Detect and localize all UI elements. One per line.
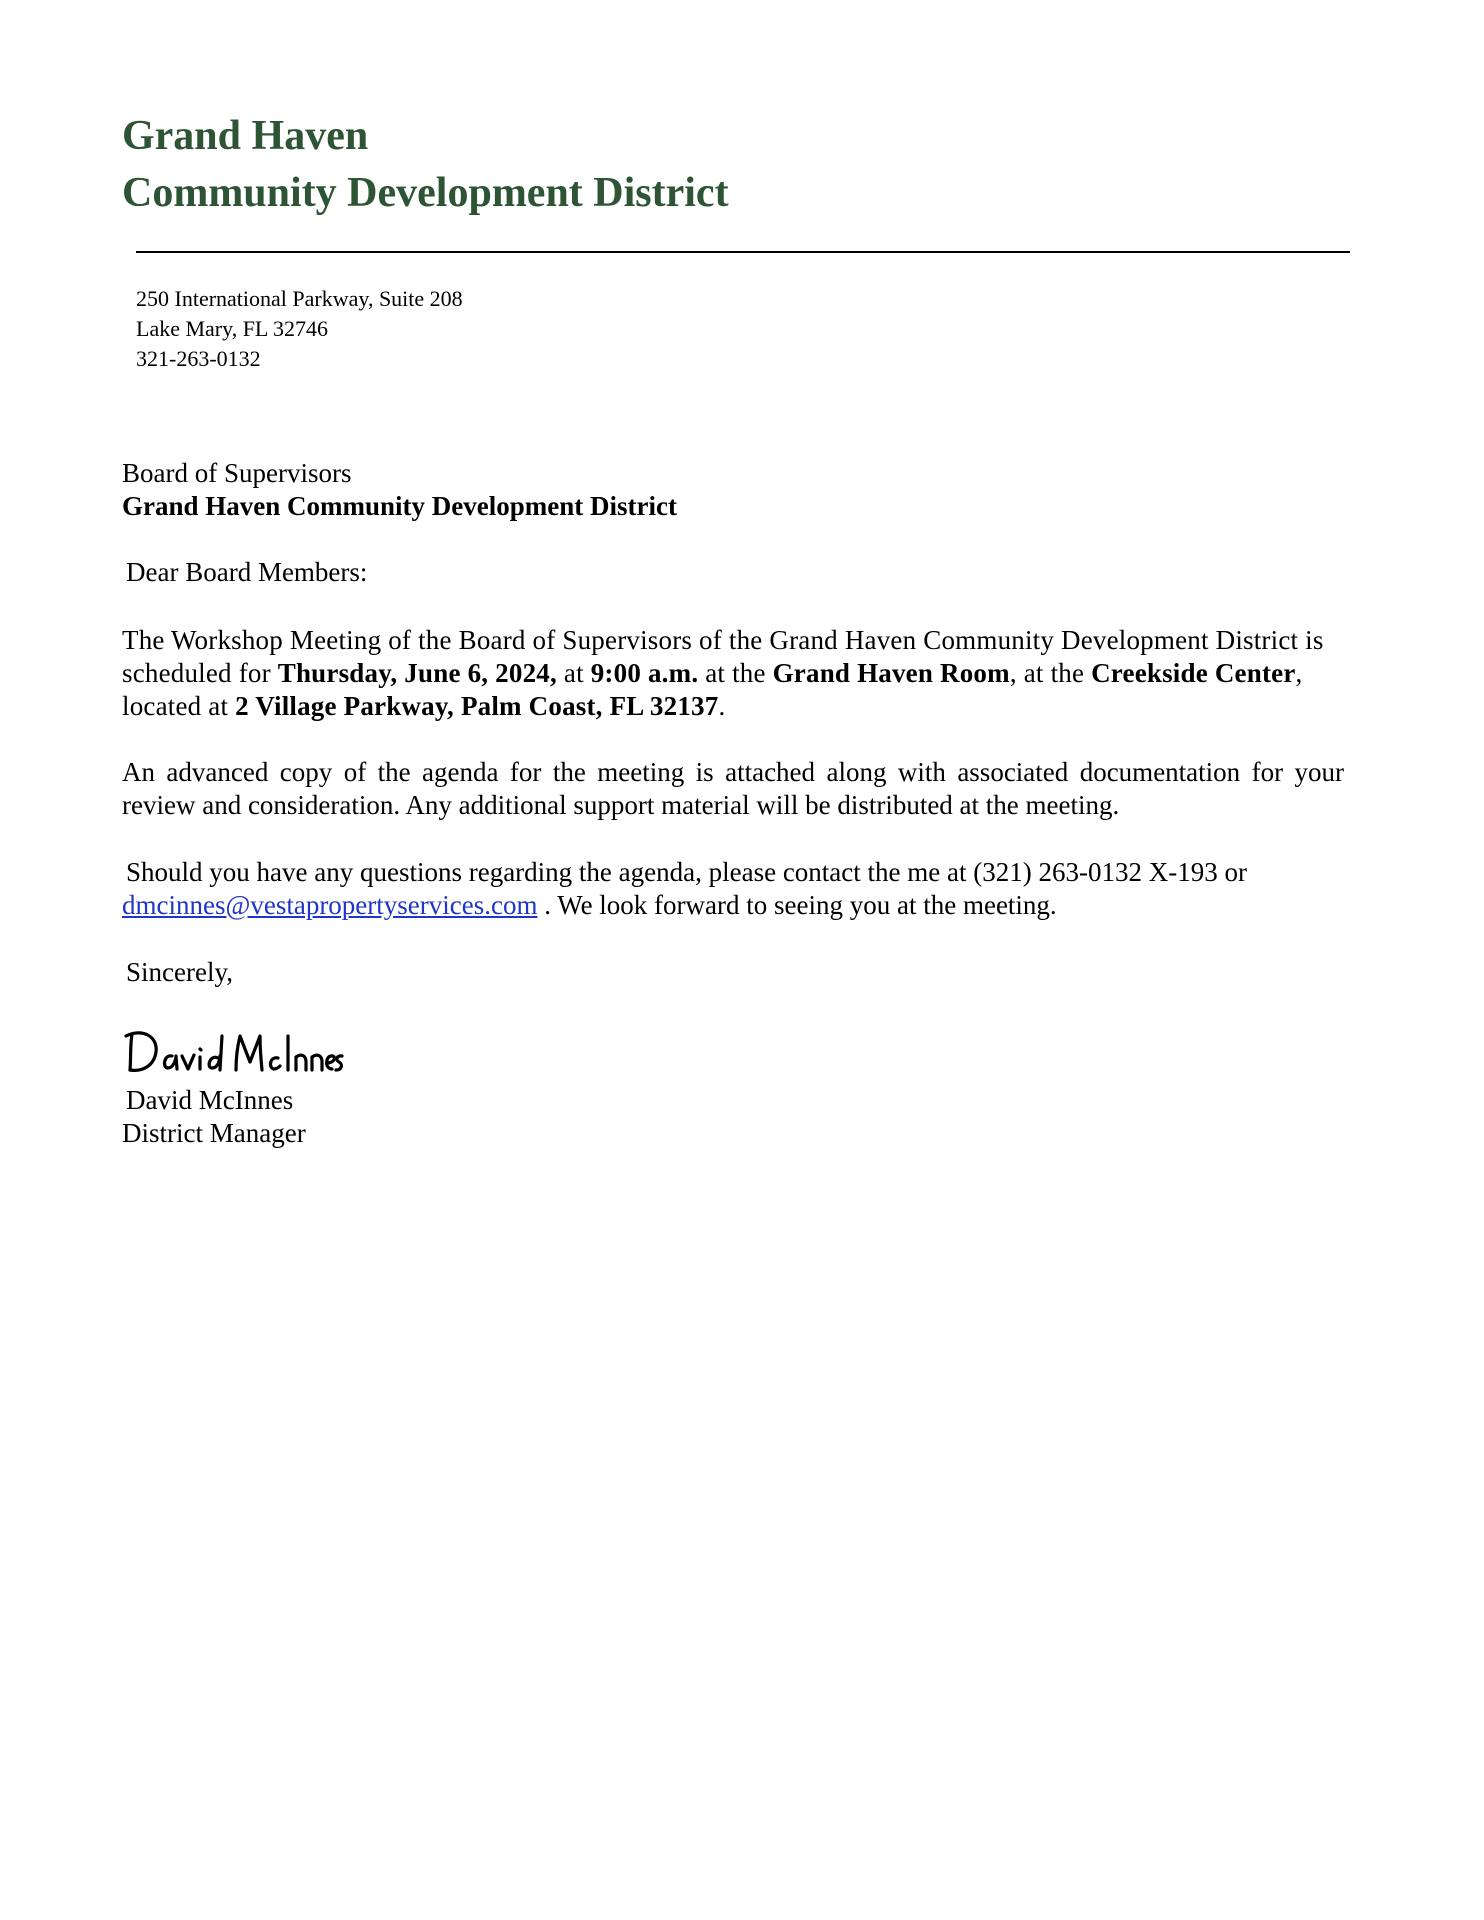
letterhead-title-line1: Grand Haven — [122, 113, 369, 159]
recipient-line2: Grand Haven Community Development District — [122, 491, 677, 521]
letterhead-divider — [136, 251, 1350, 253]
sender-address — [136, 284, 463, 374]
meeting-text-2: at — [556, 658, 591, 688]
meeting-center: Creekside Center — [1091, 658, 1296, 688]
letterhead-title — [122, 108, 729, 222]
meeting-time: 9:00 a.m. — [590, 658, 699, 688]
letterhead-title-line2: Community Development District — [122, 170, 729, 216]
closing: Sincerely, — [126, 957, 233, 987]
recipient-block — [122, 457, 1344, 523]
meeting-text-5: , located at — [122, 658, 1303, 721]
meeting-date: Thursday, June 6, 2024, — [277, 658, 557, 688]
meeting-text-3: at the — [698, 658, 773, 688]
meeting-text-4: , at the — [1009, 658, 1092, 688]
signature-block — [122, 1084, 1344, 1150]
meeting-text-6: . — [718, 691, 726, 721]
email-link[interactable]: dmcinnes@vestapropertyservices.com — [122, 890, 538, 920]
agenda-paragraph: An advanced copy of the agenda for the meeting is attached along with associated documentation for your review and consideration. Any additional support material will be distributed at the meeting. — [122, 757, 1344, 820]
address-city: Lake Mary, FL 32746 — [136, 316, 329, 341]
salutation: Dear Board Members: — [126, 557, 368, 587]
signer-title: District Manager — [122, 1118, 306, 1148]
handwritten-signature — [124, 1026, 344, 1078]
signer-name: David McInnes — [126, 1085, 294, 1115]
recipient-line1: Board of Supervisors — [122, 458, 352, 488]
meeting-room: Grand Haven Room — [772, 658, 1010, 688]
meeting-location: 2 Village Parkway, Palm Coast, FL 32137 — [235, 691, 719, 721]
contact-text-1: Should you have any questions regarding the agenda, please contact the me at (321) 263-0132 X-193 or — [126, 857, 1247, 887]
meeting-text-1: The Workshop Meeting of the Board of Supervisors of the Grand Haven Community Development District is scheduled for — [122, 625, 1324, 688]
contact-paragraph — [122, 856, 1344, 922]
address-street: 250 International Parkway, Suite 208 — [136, 286, 463, 311]
meeting-paragraph — [122, 624, 1344, 723]
contact-text-2: . We look forward to seeing you at the meeting. — [537, 890, 1057, 920]
address-phone: 321-263-0132 — [136, 346, 261, 371]
